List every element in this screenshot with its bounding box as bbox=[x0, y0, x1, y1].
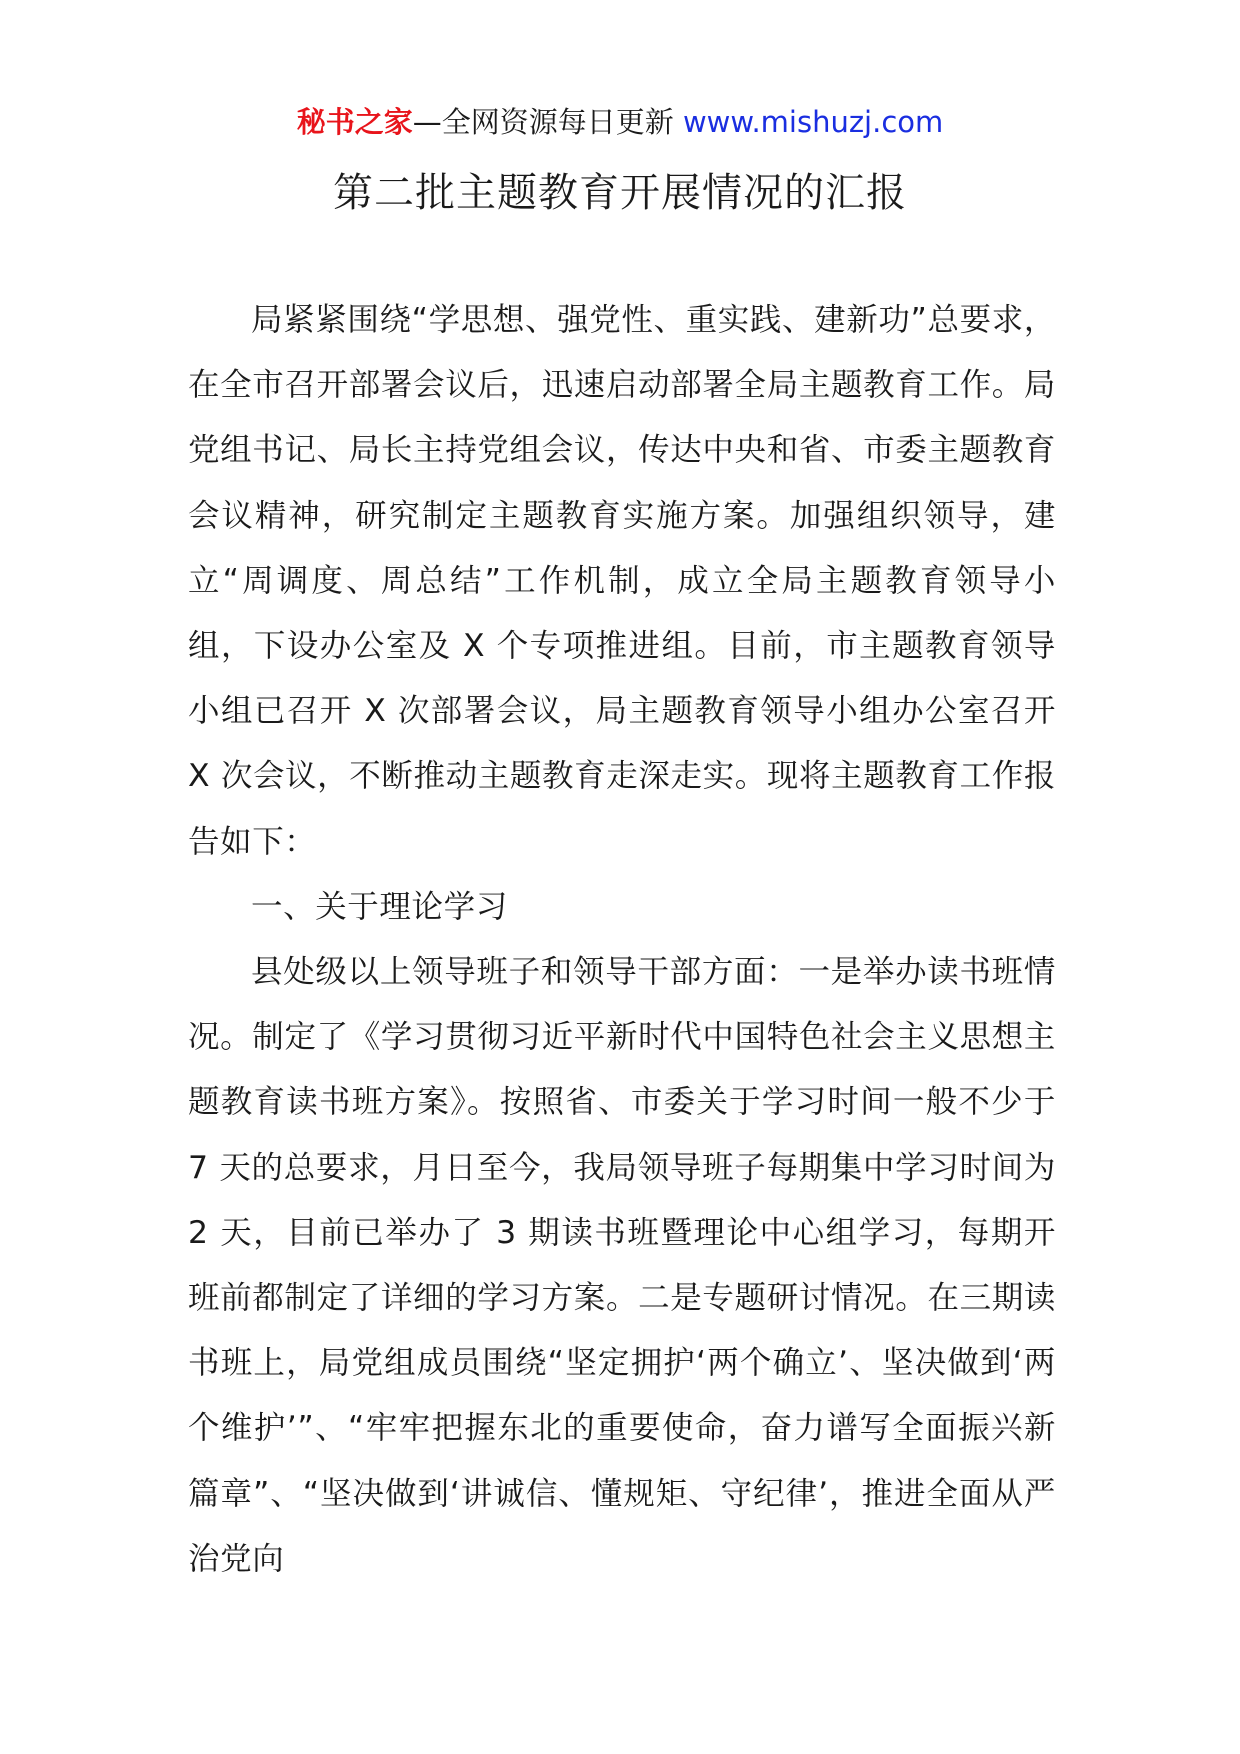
brand-name: 秘书之家 bbox=[296, 105, 413, 139]
document-body bbox=[188, 288, 1056, 1592]
document-title: 第二批主题教育开展情况的汇报 bbox=[333, 170, 907, 216]
site-url-link[interactable]: www.mishuzj.com bbox=[682, 105, 944, 139]
site-header bbox=[0, 102, 1240, 142]
section-paragraph: 县处级以上领导班子和领导干部方面：一是举办读书班情况。制定了《学习贯彻习近平新时代中国特色社会主义思想主题教育读书班方案》。按照省、市委关于学习时间一般不少于 7 天的总要求，月日至今，我局领导班子每期集中学习时间为 2 天，目前已举办了 3 期读书班暨理论中心组学习，每期开班前都制定了详细的学习方案。二是专题研讨情况。在三期读书班上，局党组成员围绕“坚定拥护‘两个确立’、坚决做到‘两个维护’”、“牢牢把握东北的重要使命，奋力谱写全面振兴新篇章”、“坚决做到‘讲诚信、懂规矩、守纪律’，推进全面从严治党向 bbox=[188, 954, 1056, 1577]
section-heading: 一、关于理论学习 bbox=[251, 888, 508, 925]
intro-paragraph: 局紧紧围绕“学思想、强党性、重实践、建新功”总要求，在全市召开部署会议后，迅速启动部署全局主题教育工作。局党组书记、局长主持党组会议，传达中央和省、市委主题教育会议精神，研究制定主题教育实施方案。加强组织领导，建立“周调度、周总结”工作机制，成立全局主题教育领导小组，下设办公室及 X 个专项推进组。目前，市主题教育领导小组已召开 X 次部署会议，局主题教育领导小组办公室召开 X 次会议，不断推动主题教育走深走实。现将主题教育工作报告如下： bbox=[188, 302, 1056, 860]
header-tagline: —全网资源每日更新 bbox=[412, 105, 683, 139]
